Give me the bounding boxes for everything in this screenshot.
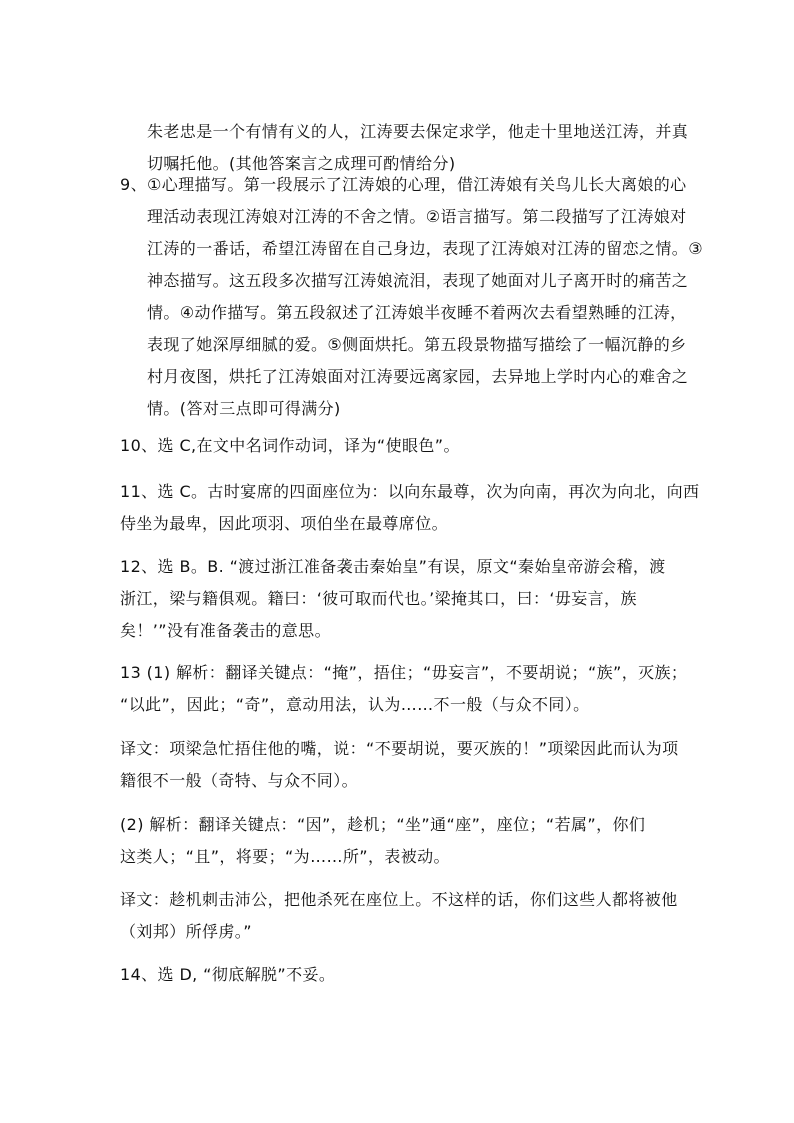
answer-line: 切嘱托他。(其他答案言之成理可酌情给分) <box>147 154 456 173</box>
answer-line: 13 (1) 解析：翻译关键点：“掩”，捂住；“毋妄言”，不要胡说；“族”，灭族； <box>120 663 688 682</box>
answer-13-2-analysis <box>120 809 710 873</box>
answer-line: 情。(答对三点即可得满分) <box>147 399 341 418</box>
answer-line: 朱老忠是一个有情有义的人，江涛要去保定求学，他走十里地送江涛，并真 <box>147 122 689 141</box>
answer-line: 矣！’”没有准备袭击的意思。 <box>120 621 331 640</box>
answer-10 <box>120 430 710 462</box>
answer-13-1-analysis <box>120 657 710 721</box>
answer-14 <box>120 959 710 991</box>
answer-line: 11、选 C。古时宴席的四面座位为：以向东最尊，次为向南，再次为向北，向西 <box>120 482 700 501</box>
answer-line: 译文：趁机刺击沛公，把他杀死在座位上。不这样的话，你们这些人都将被他 <box>120 890 678 909</box>
answer-9-number: 9、 <box>120 175 147 194</box>
answer-13-2-translation <box>120 884 710 948</box>
answer-line: 浙江，梁与籍俱观。籍曰：‘彼可取而代也。’梁掩其口，曰：‘毋妄言，族 <box>120 589 637 608</box>
answer-line: 译文：项梁急忙捂住他的嘴，说：“不要胡说，要灭族的！”项梁因此而认为项 <box>120 739 679 758</box>
answer-line: 情。④动作描写。第五段叙述了江涛娘半夜睡不着两次去看望熟睡的江涛， <box>147 303 687 322</box>
answer-line: (2) 解析：翻译关键点：“因”，趁机；“坐”通“座”，座位；“若属”，你们 <box>120 815 646 834</box>
answer-line: 这类人；“且”，将要；“为……所”，表被动。 <box>120 847 450 866</box>
answer-11 <box>120 476 710 540</box>
answer-line: 14、选 D, “彻底解脱”不妥。 <box>120 965 336 984</box>
answer-line: 理活动表现江涛娘对江涛的不舍之情。②语言描写。第二段描写了江涛娘对 <box>147 207 687 226</box>
answer-line: 村月夜图，烘托了江涛娘面对江涛要远离家园，去异地上学时内心的难舍之 <box>147 367 689 386</box>
answer-line: 侍坐为最卑，因此项羽、项伯坐在最尊席位。 <box>120 514 449 533</box>
answer-line: 江涛的一番话，希望江涛留在自己身边，表现了江涛娘对江涛的留恋之情。③ <box>147 239 703 258</box>
answer-line: 神态描写。这五段多次描写江涛娘流泪，表现了她面对儿子离开时的痛苦之 <box>147 271 689 290</box>
answer-line: 10、选 C,在文中名词作动词，译为“使眼色”。 <box>120 436 460 455</box>
answer-13-1-translation <box>120 733 710 797</box>
answer-line: 12、选 B。B. “渡过浙江准备袭击秦始皇”有误，原文“秦始皇帝游会稽，渡 <box>120 557 666 576</box>
answer-9 <box>147 169 707 425</box>
answer-line: 籍很不一般（奇特、与众不同）。 <box>120 771 359 790</box>
answer-line: “以此”，因此；“奇”，意动用法，认为……不一般（与众不同）。 <box>120 695 590 714</box>
answer-line: ①心理描写。第一段展示了江涛娘的心理，借江涛娘有关鸟儿长大离娘的心 <box>147 175 687 194</box>
answer-line: 表现了她深厚细腻的爱。⑤侧面烘托。第五段景物描写描绘了一幅沉静的乡 <box>147 335 687 354</box>
answer-line: （刘邦）所俘虏。” <box>120 922 252 941</box>
answer-12 <box>120 551 710 647</box>
